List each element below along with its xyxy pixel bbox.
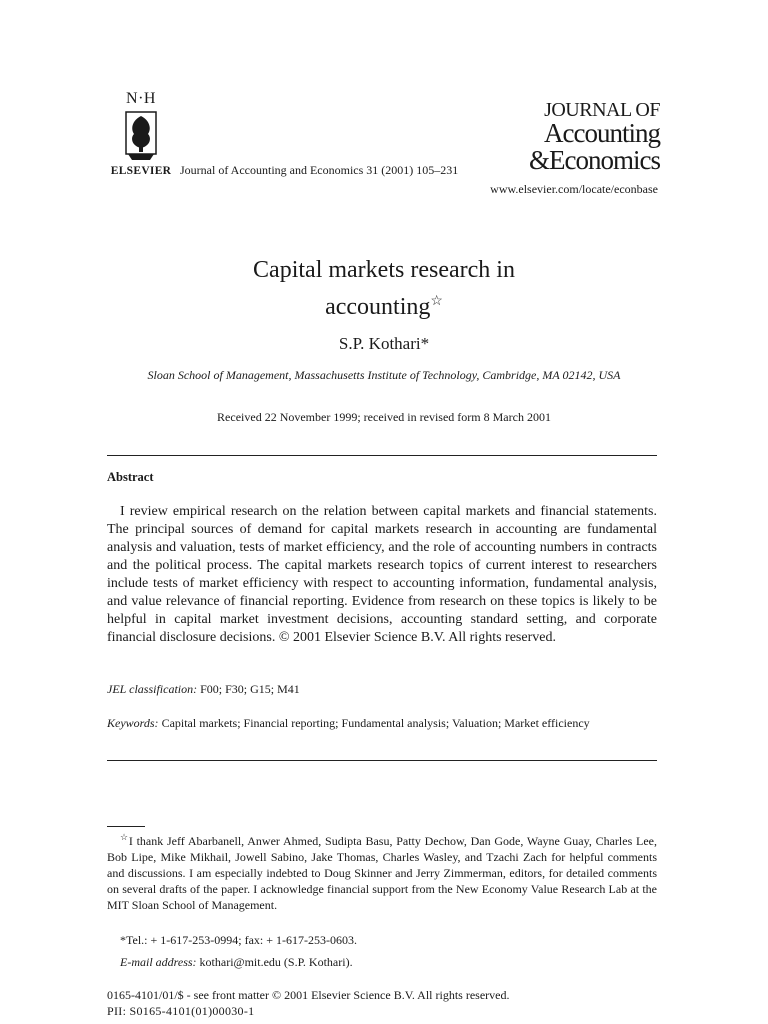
tree-emblem-icon	[118, 108, 164, 162]
journal-reference: Journal of Accounting and Economics 31 (2001) 105–231	[180, 163, 459, 177]
email-label: E-mail address:	[120, 955, 197, 969]
email-value[interactable]: kothari@mit.edu (S.P. Kothari).	[199, 955, 353, 969]
keywords-list: Capital markets; Financial reporting; Fundamental analysis; Valuation; Market efficiency	[161, 716, 590, 730]
jel-label: JEL classification:	[107, 682, 198, 696]
journal-logo-line3: &Economics	[529, 145, 660, 175]
abstract-text: I review empirical research on the relation between capital markets and financial statements. The principal sources of demand for capital markets research in accounting are fundamental analysis and valuation, tests of market efficiency, and the role of accounting numbers in contracts and the political process. The capital markets research topics of current interest to researchers include tests of market efficiency with respect to accounting information, fundamental analysis, and value relevance of financial reporting. Evidence from research on these topics is likely to be helpful in capital market investment decisions, accounting standard setting, and corporate financial disclosure decisions. © 2001 Elsevier Science B.V. All rights reserved.	[107, 504, 657, 645]
jel-codes: F00; F30; G15; M41	[200, 682, 300, 696]
received-dates: Received 22 November 1999; received in revised form 8 March 2001	[217, 410, 551, 424]
acknowledgment-footnote	[107, 829, 657, 913]
author-email	[120, 955, 353, 970]
jel-classification	[107, 682, 300, 697]
author-contact-phone: *Tel.: + 1-617-253-0994; fax: + 1-617-253-0603.	[120, 933, 357, 947]
acknowledgment-text: I thank Jeff Abarbanell, Anwer Ahmed, Sudipta Basu, Patty Dechow, Dan Gode, Wayne Guay, Charles Lee, Bob Lipe, Mike Mikhail, Jowell Sabino, Jake Thomas, Charles Wasley, and Tzachi Zach for helpful comments and discussions. I am especially indebted to Doug Skinner and Jerry Zimmerman, editors, for detailed comments on several drafts of the paper. I acknowledge financial support from the New Economy Value Research Lab at the MIT Sloan School of Management.	[107, 834, 657, 912]
title-footnote-star-icon[interactable]: ☆	[430, 294, 443, 309]
front-matter-copyright: 0165-4101/01/$ - see front matter © 2001 Elsevier Science B.V. All rights reserved.	[107, 988, 510, 1002]
pii-identifier: PII: S0165-4101(01)00030-1	[107, 1004, 255, 1018]
article-title	[100, 254, 668, 323]
abstract-top-rule	[107, 455, 657, 456]
article-author: S.P. Kothari*	[338, 334, 430, 353]
author-affiliation: Sloan School of Management, Massachusetts Institute of Technology, Cambridge, MA 02142, USA	[147, 368, 621, 382]
title-line2: accounting	[325, 294, 431, 320]
publisher-mark: N·H	[126, 90, 156, 107]
title-line1: Capital markets research in	[253, 257, 515, 283]
abstract-bottom-rule	[107, 760, 657, 761]
footnote-rule	[107, 826, 145, 827]
keywords	[107, 715, 657, 731]
abstract-heading: Abstract	[107, 470, 154, 484]
journal-url[interactable]: www.elsevier.com/locate/econbase	[490, 182, 658, 196]
keywords-label: Keywords:	[107, 716, 159, 730]
footnote-star-icon: ☆	[120, 832, 129, 842]
journal-logo-line2: Accounting	[544, 118, 660, 148]
journal-logo	[520, 100, 660, 174]
publisher-name: ELSEVIER	[110, 165, 172, 177]
journal-logo-line1: JOURNAL OF	[544, 99, 660, 121]
